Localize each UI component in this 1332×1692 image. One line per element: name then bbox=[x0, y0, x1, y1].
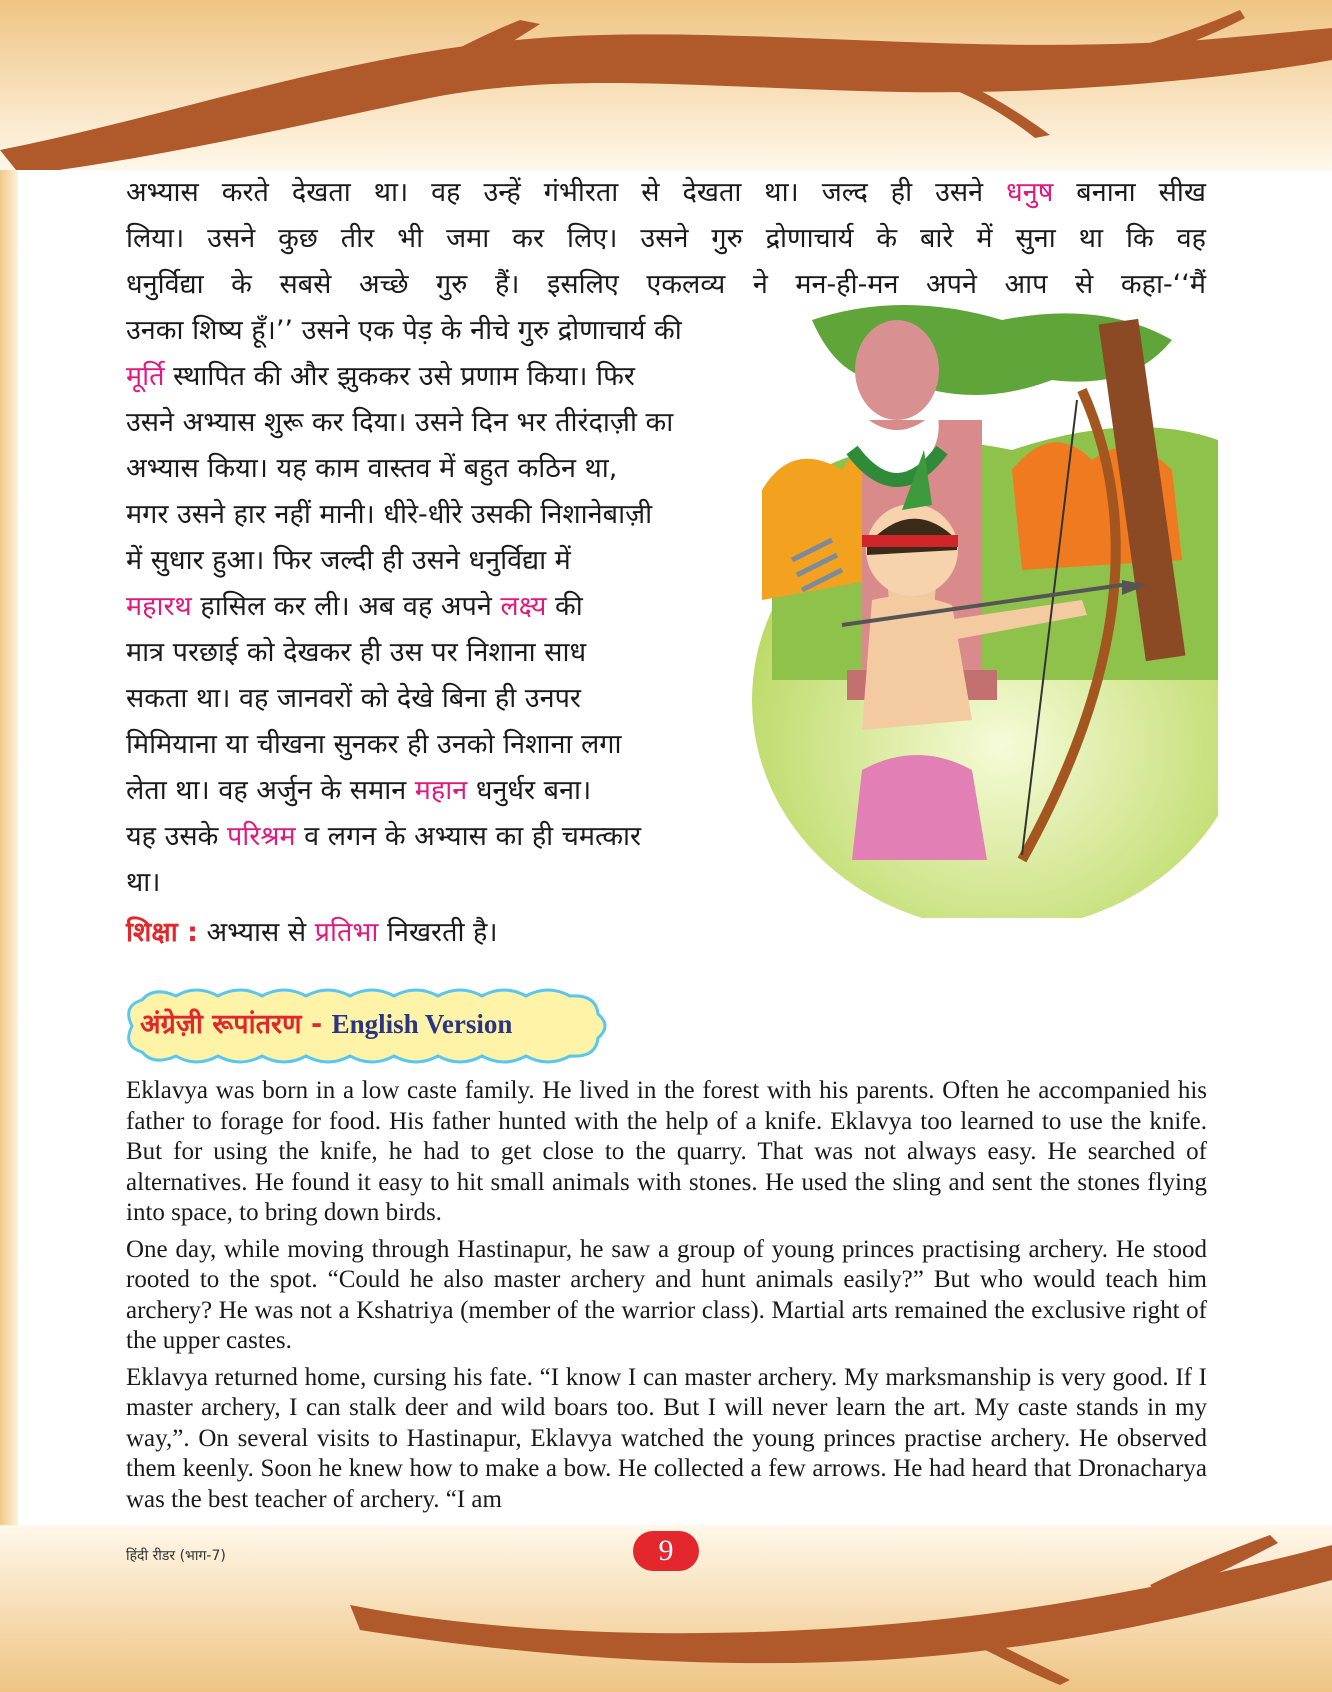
highlight-pratibha: प्रतिभा bbox=[314, 917, 379, 948]
highlight-dhanush: धनुष bbox=[1006, 177, 1054, 208]
eklavya-archery-illustration bbox=[752, 300, 1218, 918]
highlight-parishram: परिश्रम bbox=[226, 821, 296, 852]
moral-line: शिक्षा : अभ्यास से प्रतिभा निखरती है। bbox=[126, 917, 498, 948]
footer-book-title: हिंदी रीडर (भाग-7) bbox=[126, 1548, 226, 1564]
left-edge-strip bbox=[0, 170, 18, 1525]
english-story bbox=[126, 1076, 1207, 1521]
story-line-7: अभ्यास किया। यह काम वास्तव में बहुत कठिन था, bbox=[126, 453, 618, 484]
story-line-13: मिमियाना या चीखना सुनकर ही उनको निशाना लगा bbox=[126, 729, 622, 760]
story-line-12: सकता था। वह जानवरों को देखे बिना ही उनपर bbox=[126, 683, 581, 714]
heading-hindi: अंग्रेज़ी रूपांतरण bbox=[140, 1009, 302, 1040]
top-branch-decoration bbox=[0, 0, 1332, 170]
moral-label: शिक्षा : bbox=[126, 917, 198, 948]
story-line-6: उसने अभ्यास शुरू कर दिया। उसने दिन भर तीरंदाज़ी का bbox=[126, 407, 674, 438]
story-line-5: मूर्ति स्थापित की और झुककर उसे प्रणाम किया। फिर bbox=[126, 361, 635, 392]
highlight-maharath: महारथ bbox=[126, 591, 192, 622]
highlight-lakshya: लक्ष्य bbox=[500, 591, 547, 622]
english-paragraph-2: One day, while moving through Hastinapur, he saw a group of young princes practising archery. He stood rooted to the spot. “Could he also master archery and hunt animals easily?” But who would teach him archery? He was not a Kshatriya (member of the warrior class). Martial arts remained the exclusive right of the upper castes. bbox=[126, 1235, 1207, 1354]
story-line-1: अभ्यास करते देखता था। वह उन्हें गंभीरता से देखता था। जल्द ही उसने धनुष बनाना सीख bbox=[126, 177, 1206, 208]
story-line-15: यह उसके परिश्रम व लगन के अभ्यास का ही चमत्कार bbox=[126, 821, 642, 852]
story-line-16: था। bbox=[126, 867, 161, 898]
story-line-14: लेता था। वह अर्जुन के समान महान धनुर्धर बना। bbox=[126, 775, 592, 806]
story-line-8: मगर उसने हार नहीं मानी। धीरे-धीरे उसकी निशानेबाज़ी bbox=[126, 499, 653, 530]
english-version-heading bbox=[140, 1001, 512, 1048]
story-line-4: उनका शिष्य हूँ।’’ उसने एक पेड़ के नीचे गुरु द्रोणाचार्य की bbox=[126, 315, 682, 346]
story-line-9: में सुधार हुआ। फिर जल्दी ही उसने धनुर्विद्या में bbox=[126, 545, 571, 576]
heading-english: English Version bbox=[331, 1009, 513, 1039]
page-number: 9 bbox=[658, 1534, 674, 1567]
english-paragraph-1: Eklavya was born in a low caste family. He lived in the forest with his parents. Often he accompanied his father to forage for food. His father hunted with the help of a knife. Eklavya too learned to use the knife. But for using the knife, he had to get close to the quarry. That was not always easy. He searched of alternatives. He found it easy to hit small animals with stones. He used the sling and sent the stones flying into space, to bring down birds. bbox=[126, 1077, 1207, 1226]
story-line-11: मात्र परछाई को देखकर ही उस पर निशाना साध bbox=[126, 637, 587, 668]
highlight-mahaan: महान bbox=[414, 775, 468, 806]
story-line-2: लिया। उसने कुछ तीर भी जमा कर लिए। उसने गुरु द्रोणाचार्य के बारे में सुना था कि वह bbox=[126, 223, 1206, 254]
english-paragraph-3: Eklavya returned home, cursing his fate. “I know I can master archery. My marksmanship is very good. If I master archery, I can stalk deer and wild boars too. But I will never learn the art. My caste stands in my way,”. On several visits to Hastinapur, Eklavya watched the young princes practise archery. He observed them keenly. Soon he knew how to make a bow. He collected a few arrows. He had heard that Dronacharya was the best teacher of archery. “I am bbox=[126, 1363, 1207, 1513]
highlight-murti: मूर्ति bbox=[126, 361, 165, 392]
story-line-3: धनुर्विद्या के सबसे अच्छे गुरु हैं। इसलिए एकलव्य ने मन-ही-मन अपने आप से कहा-‘‘मैं bbox=[126, 269, 1206, 300]
story-line-10: महारथ हासिल कर ली। अब वह अपने लक्ष्य की bbox=[126, 591, 583, 622]
heading-separator: - bbox=[301, 1009, 332, 1040]
